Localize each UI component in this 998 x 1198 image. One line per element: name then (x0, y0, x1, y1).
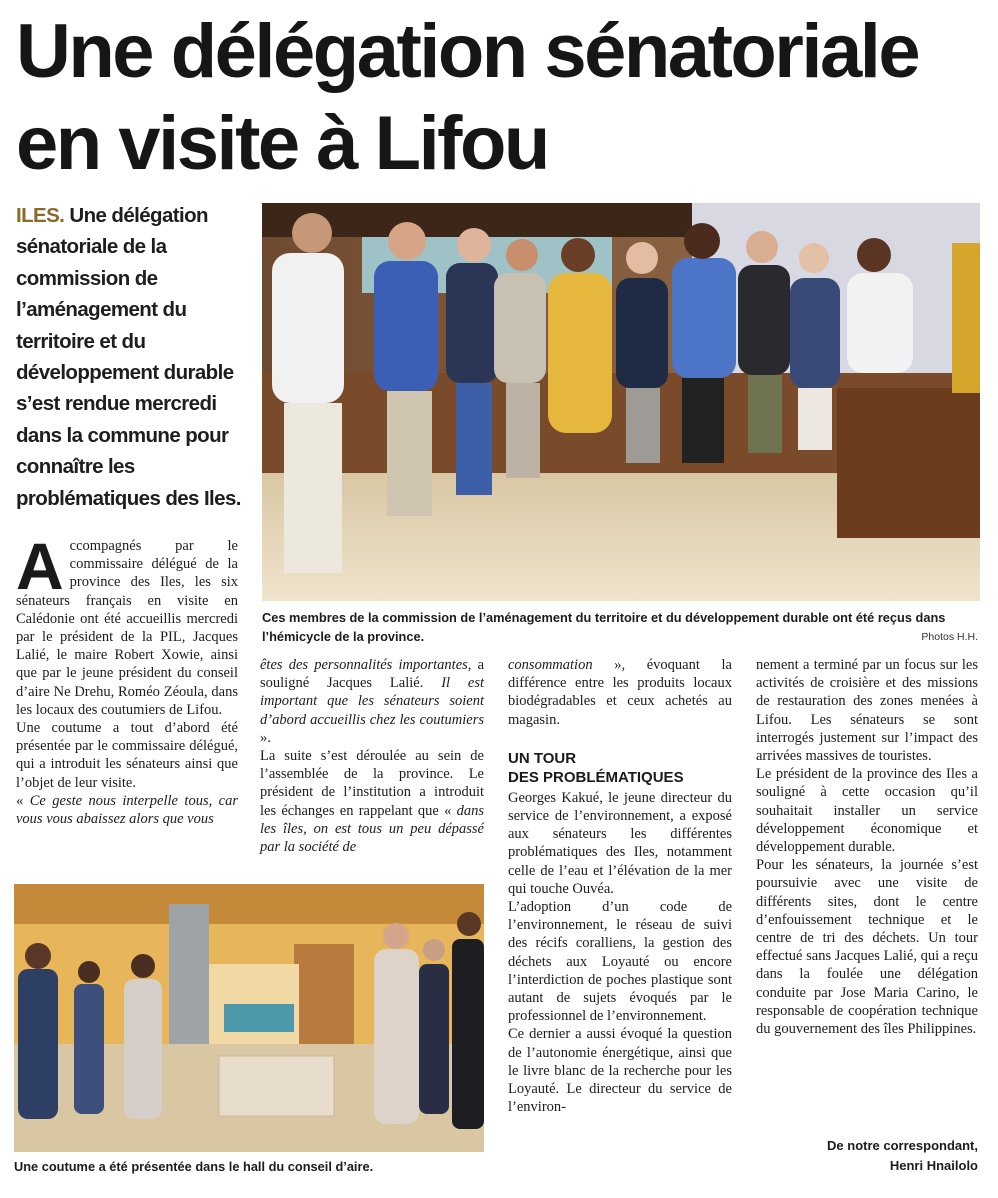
headline (16, 6, 986, 190)
col2-paragraph-1: êtes des personnalités importantes, a souligné Jacques Lalié. Il est important que les sénateurs soient d’abord accueillis chez les coutumiers ». (260, 657, 485, 746)
column-3 (508, 656, 732, 1116)
headline-line-2: en visite à Lifou (16, 101, 548, 186)
column-1 (16, 529, 239, 828)
headline-line-1: Une délégation sénatoriale (16, 9, 919, 94)
col3-paragraph-3: L’adoption d’un code de l’environnement, le réseau de suivi des récifs coralliens, la gestion des déchets aux Loyauté ou encore l’interdiction de poches plastique sont autant de sujets évoqués par le professionnel de l’environnement. (508, 899, 732, 1025)
lead-text: Une délégation sénatoriale de la commission de l’aménagement du territoire et du développement durable s’est rendue mercredi dans la commune pour connaître les problématiques des Iles. (16, 204, 241, 510)
col1-paragraph-3: « Ce geste nous interpelle tous, car vous vous abaissez alors que vous (16, 792, 239, 828)
signature-author: Henri Hnailolo (889, 1158, 978, 1173)
secondary-photo-image (14, 884, 484, 1152)
col3-paragraph-1: consommation », évoquant la différence entre les produits locaux biodégradables et ceux achetés au magasin. (508, 657, 732, 728)
secondary-photo (14, 884, 484, 1152)
secondary-photo-caption: Une coutume a été présentée dans le hall du conseil d’aire. (14, 1159, 374, 1174)
col4-paragraph-1: nement a terminé par un focus sur les activités de croisière et des missions de restauration des zones menées à Lifou. Les sénateurs se sont interrogés justement sur l’impact des arrivées massives de touristes. (756, 657, 978, 765)
col4-paragraph-2: Le président de la province des Iles a souligné à cette occasion qu’il souhaitait installer un service développement économique et développement durable. (756, 766, 978, 856)
main-photo-caption: Ces membres de la commission de l’aménagement du territoire et du développement durable ont été reçus dans l’hémicycle de la province. (262, 610, 946, 644)
kicker: ILES. (16, 204, 65, 227)
col4-paragraph-3: Pour les sénateurs, la journée s’est poursuivie avec une visite de différents sites, dont le centre d’enfouissement technique et le centre de tri des déchets. Un tour effectué sans Jacques Lalié, qui a reçu dans la foulée une délégation conduite par Jose Maria Carino, le responsable de coopération technique du gouvernement des îles Philippines. (756, 857, 978, 1038)
col2-paragraph-2: La suite s’est déroulée au sein de l’assemblée de la province. Le président de l’institution a introduit les échanges en rappelant que « dans les îles, on est tous un peu dépassé par la société de (260, 748, 484, 856)
column-4 (756, 656, 978, 1038)
lead-paragraph (16, 200, 248, 514)
main-photo-image (262, 203, 980, 601)
col3-paragraph-4: Ce dernier a aussi évoqué la question de l’autonomie énergétique, ainsi que le livre blanc de la recherche pour les Loyauté. Le directeur du service de l’environ- (508, 1026, 732, 1116)
col3-paragraph-2: Georges Kakué, le jeune directeur du service de l’environnement, a exposé aux sénateurs les différentes problématiques des Iles, notamment celle de l’eau et l’élévation de la mer qui touche Ouvéa. (508, 789, 732, 897)
col3-subheading: UN TOUR DES PROBLÉMATIQUES (508, 749, 684, 786)
signature-line-1: De notre correspondant, (827, 1138, 978, 1153)
signature (756, 1136, 978, 1176)
col1-paragraph-1: Accompagnés par le commissaire délégué de la province des Iles, les six sénateurs français en visite en Calédonie ont été accueillis mercredi par le président de la PIL, Jacques Lalié, le maire Robert Xowie, ainsi que par le jeune président du conseil d’aire Ne Drehu, Roméo Zéoula, dans les locaux des coutumiers de Lifou. (16, 529, 238, 718)
photo-credit: Photos H.H. (921, 631, 978, 643)
dropcap-letter: A (16, 529, 64, 603)
column-2 (260, 656, 484, 856)
col1-paragraph-2: Une coutume a tout d’abord été présentée par le commissaire délégué, qui a introduit les sénateurs ainsi que l’objet de leur visite. (16, 720, 238, 791)
main-photo (262, 203, 980, 601)
